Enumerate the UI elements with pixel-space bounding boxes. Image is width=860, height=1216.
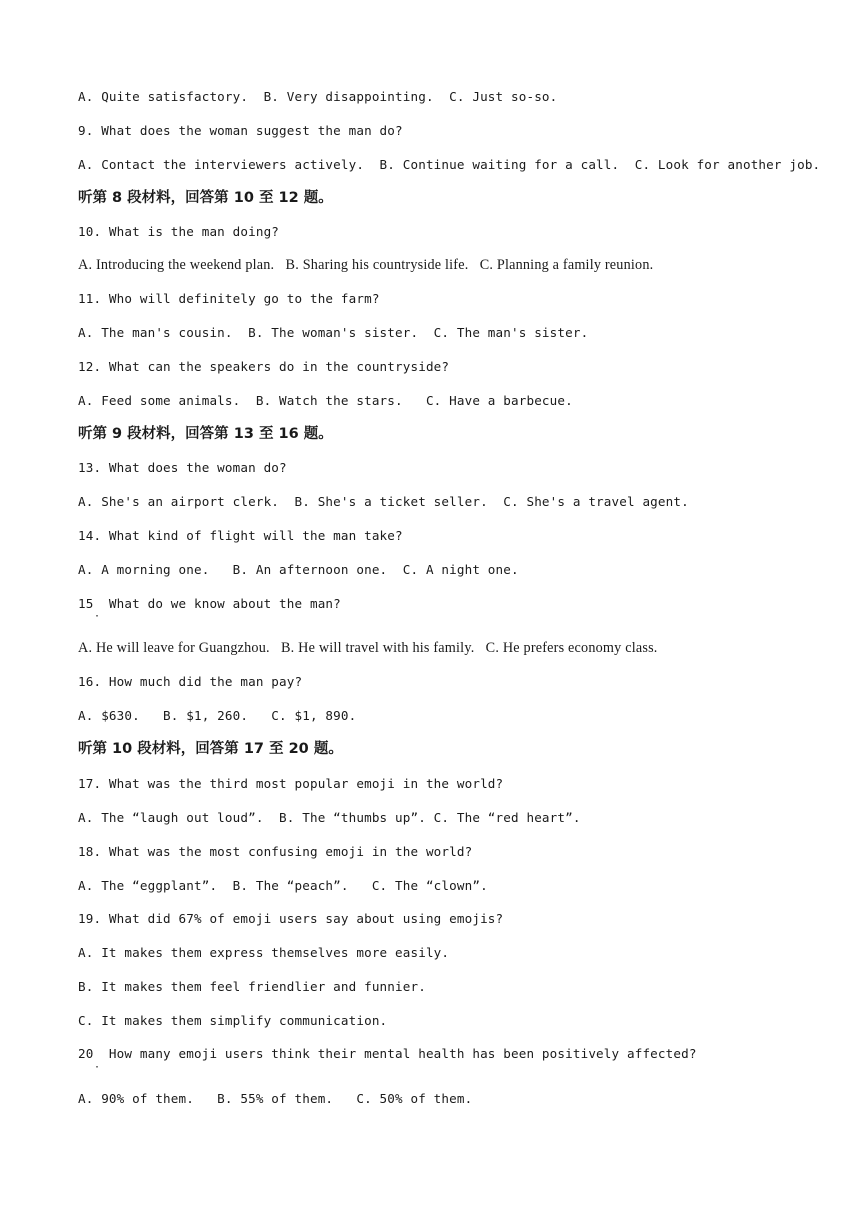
- q14-question: 14. What kind of flight will the man take?: [78, 528, 403, 543]
- q16-question: 16. How much did the man pay?: [78, 674, 303, 689]
- q13-question: 13. What does the woman do?: [78, 460, 287, 475]
- q10-options: A. Introducing the weekend plan. B. Sharing his countryside life. C. Planning a family reunion.: [78, 257, 654, 273]
- q19-option-c: C. It makes them simplify communication.: [78, 1013, 388, 1028]
- q19-question: 19. What did 67% of emoji users say about using emojis?: [78, 911, 504, 926]
- q20-question: 20 How many emoji users think their mental health has been positively affected?: [78, 1046, 697, 1061]
- q12-question: 12. What can the speakers do in the countryside?: [78, 359, 450, 374]
- q11-question: 11. Who will definitely go to the farm?: [78, 291, 380, 306]
- q18-options: A. The “eggplant”. B. The “peach”. C. The “clown”.: [78, 878, 488, 893]
- q14-options: A. A morning one. B. An afternoon one. C. A night one.: [78, 562, 519, 577]
- q9-options: A. Contact the interviewers actively. B. Continue waiting for a call. C. Look for another job.: [78, 157, 821, 172]
- section-heading-9: 听第 9 段材料，回答第 13 至 16 题。: [78, 426, 333, 442]
- q17-options: A. The “laugh out loud”. B. The “thumbs up”. C. The “red heart”.: [78, 810, 581, 825]
- q13-options: A. She's an airport clerk. B. She's a ticket seller. C. She's a travel agent.: [78, 494, 689, 509]
- q16-options: A. $630. B. $1, 260. C. $1, 890.: [78, 708, 357, 723]
- q15-options: A. He will leave for Guangzhou. B. He will travel with his family. C. He prefers economy class.: [78, 640, 658, 656]
- q15-question: 15 What do we know about the man?: [78, 596, 341, 611]
- dot-mark: ·: [94, 1062, 101, 1073]
- q9-question: 9. What does the woman suggest the man do?: [78, 123, 403, 138]
- q12-options: A. Feed some animals. B. Watch the stars. C. Have a barbecue.: [78, 393, 573, 408]
- q20-options: A. 90% of them. B. 55% of them. C. 50% of them.: [78, 1091, 473, 1106]
- dot-mark: ·: [94, 611, 101, 622]
- section-heading-8: 听第 8 段材料，回答第 10 至 12 题。: [78, 190, 333, 206]
- q17-question: 17. What was the third most popular emoji in the world?: [78, 776, 504, 791]
- q18-question: 18. What was the most confusing emoji in the world?: [78, 844, 473, 859]
- q19-option-b: B. It makes them feel friendlier and funnier.: [78, 979, 426, 994]
- q8-options: A. Quite satisfactory. B. Very disappointing. C. Just so-so.: [78, 89, 558, 104]
- q11-options: A. The man's cousin. B. The woman's sister. C. The man's sister.: [78, 325, 589, 340]
- q10-question: 10. What is the man doing?: [78, 224, 280, 239]
- q19-option-a: A. It makes them express themselves more easily.: [78, 945, 450, 960]
- section-heading-10: 听第 10 段材料，回答第 17 至 20 题。: [78, 741, 343, 757]
